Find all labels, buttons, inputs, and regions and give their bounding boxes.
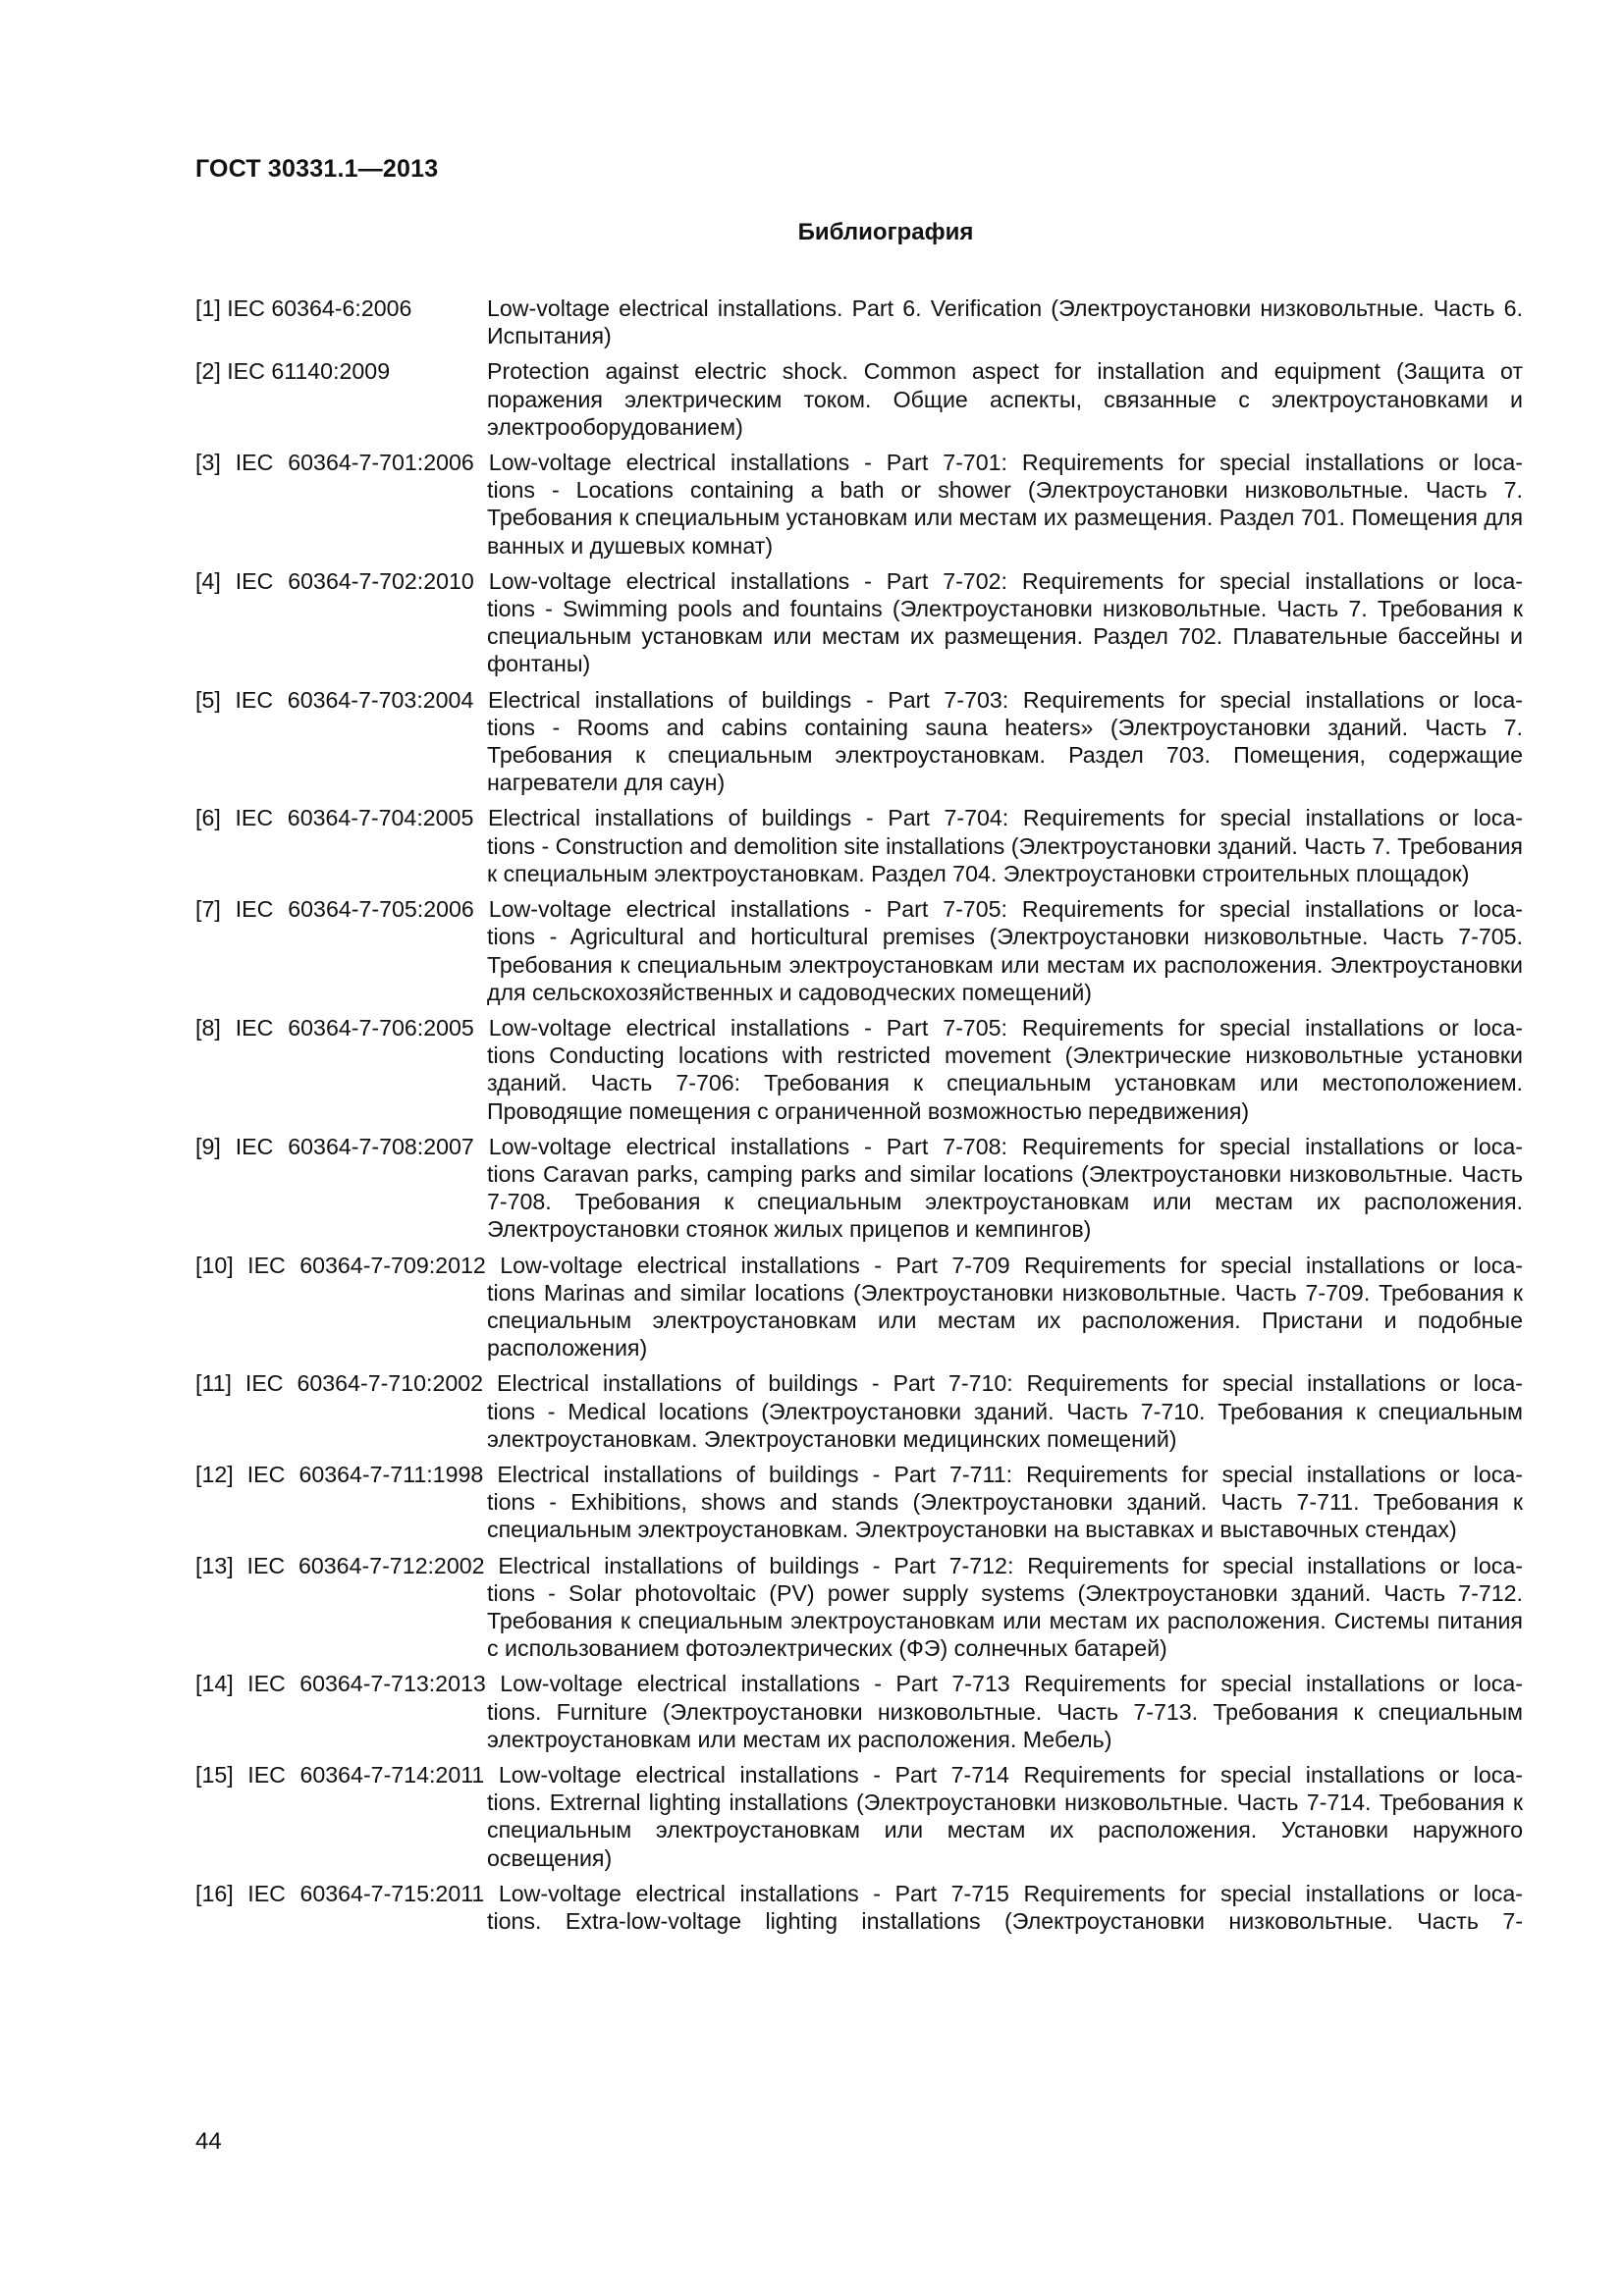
bibliography-entry: [195, 1670, 1523, 1753]
entry-first-line: [195, 449, 1523, 476]
entry-description-start: Electrical installations of buildings - Part 7-712: Requirements for special installations or loca-: [498, 1552, 1523, 1578]
entry-reference: [11] IEC 60364-7-710:2002: [195, 1370, 484, 1397]
entry-description-start: Low-voltage electrical installations - Part 7-705: Requirements for special installations or loca-: [488, 896, 1523, 923]
entry-description-rest: tions Marinas and similar locations (Электроустановки низковольтные. Часть 7-709. Требования к специальным электроустановкам или местам их расположения. Пристани и подобные расположения): [487, 1279, 1523, 1362]
entry-description-rest: tions. Extrernal lighting installations (Электроустановки низковольтные. Часть 7-714. Требования к специальным электроустановкам или местам их расположения. Установки наружного освещения): [487, 1789, 1523, 1871]
entry-first-line: [195, 1761, 1523, 1789]
bibliography-list: [195, 294, 1523, 1943]
entry-reference: [2] IEC 61140:2009: [195, 358, 391, 385]
entry-reference: [7] IEC 60364-7-705:2006: [195, 896, 474, 923]
entry-description-start: Low-voltage electrical installations - Part 7-714 Requirements for special installations or loca-: [498, 1761, 1523, 1788]
bibliography-entry: [195, 895, 1523, 1006]
bibliography-entry: [195, 1252, 1523, 1362]
entry-description-start: Low-voltage electrical installations - Part 7-702: Requirements for special installations or loca-: [488, 567, 1523, 594]
entry-description-rest: tions - Locations containing a bath or shower (Электроустановки низковольтные. Часть 7. Требования к специальным установкам или местам их размещения. Раздел 701. Помещения для ванных и душевых комнат): [487, 477, 1523, 559]
entry-description-start: Low-voltage electrical installations - Part 7-713 Requirements for special installations or loca-: [500, 1671, 1523, 1697]
entry-first-line: [195, 1252, 1523, 1279]
entry-description-rest: tions - Exhibitions, shows and stands (Электроустановки зданий. Часть 7-711. Требования к специальным электроустановкам. Электроустановки на выставках и выставочных стендах): [487, 1489, 1523, 1543]
entry-reference: [16] IEC 60364-7-715:2011: [195, 1880, 485, 1906]
entry-description-rest: tions. Furniture (Электроустановки низковольтные. Часть 7-713. Требования к специальным электроустановкам или местам их расположения. Мебель): [487, 1698, 1523, 1752]
bibliography-entry: [195, 357, 1523, 441]
entry-description-start: Low-voltage electrical installations - Part 7-715 Requirements for special installations or loca-: [498, 1880, 1523, 1906]
entry-reference: [5] IEC 60364-7-703:2004: [195, 686, 474, 713]
bibliography-entry: [195, 686, 1523, 797]
entry-description-start: Electrical installations of buildings - Part 7-710: Requirements for special installations or loca-: [496, 1370, 1523, 1397]
entry-description-start: Low-voltage electrical installations - Part 7-705: Requirements for special installations or loca-: [488, 1014, 1523, 1041]
entry-first-line: [195, 1670, 1523, 1697]
entry-first-line: [195, 1461, 1523, 1488]
entry-first-line: [195, 895, 1523, 923]
entry-description-start: Low-voltage electrical installations - Part 7-709 Requirements for special installations or loca-: [500, 1252, 1523, 1278]
bibliography-entry: [195, 1369, 1523, 1453]
entry-reference: [6] IEC 60364-7-704:2005: [195, 805, 474, 831]
section-title-text: Библиография: [797, 219, 974, 245]
entry-reference: [13] IEC 60364-7-712:2002: [195, 1552, 485, 1578]
entry-description-rest: tions - Medical locations (Электроустановки зданий. Часть 7-710. Требования к специальным электроустановкам. Электроустановки медицинских помещений): [487, 1398, 1523, 1452]
entry-first-line: [195, 686, 1523, 714]
entry-first-line: [195, 1369, 1523, 1397]
page-number: 44: [195, 2128, 222, 2155]
bibliography-entry: [195, 449, 1523, 560]
entry-description-rest: tions - Construction and demolition site installations (Электроустановки зданий. Часть 7. Требования к специальным электроустановкам. Раздел 704. Электроустановки строительных площадок): [487, 832, 1523, 886]
entry-description-rest: tions. Extra-low-voltage lighting installations (Электроустановки низковольтные. Часть 7-: [487, 1908, 1523, 1934]
entry-description-start: Electrical installations of buildings - Part 7-704: Requirements for special installations or loca-: [488, 805, 1523, 831]
entry-reference: [12] IEC 60364-7-711:1998: [195, 1461, 484, 1487]
entry-description-rest: tions Caravan parks, camping parks and similar locations (Электроустановки низковольтные. Часть 7-708. Требования к специальным электроустановкам или местам их расположения. Электроустановки стоянок жилых прицепов и кемпингов): [487, 1160, 1523, 1243]
document-header: ГОСТ 30331.1—2013: [195, 155, 439, 183]
bibliography-entry: [195, 1761, 1523, 1872]
entry-description: Low-voltage electrical installations. Part 6. Verification (Электроустановки низковольтные. Часть 6. Испытания): [487, 295, 1523, 349]
bibliography-entry: [195, 1552, 1523, 1663]
entry-description-rest: tions - Agricultural and horticultural premises (Электроустановки низковольтные. Часть 7-705. Требования к специальным электроустановкам или местам их расположения. Электроустановки для сельскохозяйственных и садоводческих помещений): [487, 924, 1523, 1005]
entry-description-rest: tions Conducting locations with restricted movement (Электрические низковольтные установки зданий. Часть 7-706: Требования к специальным установкам или местоположением. Проводящие помещения с ограниченной возможностью передвижения): [487, 1042, 1523, 1124]
entry-reference: [15] IEC 60364-7-714:2011: [195, 1761, 485, 1788]
bibliography-entry: [195, 1014, 1523, 1125]
bibliography-entry: [195, 1461, 1523, 1544]
section-title: [0, 219, 1624, 246]
bibliography-entry: [195, 1880, 1523, 1935]
bibliography-entry: [195, 804, 1523, 887]
entry-description-start: Electrical installations of buildings - Part 7-711: Requirements for special installations or loca-: [497, 1461, 1523, 1487]
entry-description: Protection against electric shock. Common aspect for installation and equipment (Защита от поражения электрическим током. Общие аспекты, связанные с электроустановками и электрооборудованием): [487, 358, 1523, 440]
entry-first-line: [195, 804, 1523, 831]
entry-reference: [3] IEC 60364-7-701:2006: [195, 450, 474, 476]
entry-description-rest: tions - Rooms and cabins containing sauna heaters» (Электроустановки зданий. Часть 7. Требования к специальным электроустановкам. Раздел 703. Помещения, содержащие нагреватели для саун): [487, 714, 1523, 796]
entry-description-rest: tions - Solar photovoltaic (PV) power supply systems (Электроустановки зданий. Часть 7-712. Требования к специальным электроустановкам или местам их расположения. Системы питания с использованием фотоэлектрических (ФЭ) солнечных батарей): [487, 1579, 1523, 1662]
bibliography-entry: [195, 294, 1523, 349]
bibliography-entry: [195, 1133, 1523, 1244]
entry-first-line: [195, 1133, 1523, 1160]
entry-reference: [9] IEC 60364-7-708:2007: [195, 1133, 474, 1159]
entry-first-line: [195, 1014, 1523, 1041]
entry-reference: [1] IEC 60364-6:2006: [195, 295, 412, 321]
entry-reference: [4] IEC 60364-7-702:2010: [195, 567, 474, 594]
entry-first-line: [195, 1880, 1523, 1907]
entry-description-start: Electrical installations of buildings - Part 7-703: Requirements for special installations or loca-: [488, 686, 1523, 713]
entry-first-line: [195, 567, 1523, 595]
entry-reference: [10] IEC 60364-7-709:2012: [195, 1252, 486, 1278]
bibliography-entry: [195, 567, 1523, 678]
entry-reference: [14] IEC 60364-7-713:2013: [195, 1671, 486, 1697]
entry-description-start: Low-voltage electrical installations - Part 7-708: Requirements for special installations or loca-: [488, 1133, 1523, 1159]
entry-description-start: Low-voltage electrical installations - Part 7-701: Requirements for special installations or loca-: [488, 450, 1523, 476]
entry-reference: [8] IEC 60364-7-706:2005: [195, 1014, 474, 1041]
entry-first-line: [195, 1552, 1523, 1579]
entry-description-rest: tions - Swimming pools and fountains (Электроустановки низковольтные. Часть 7. Требования к специальным установкам или местам их размещения. Раздел 702. Плавательные бассейны и фонтаны): [487, 596, 1523, 677]
